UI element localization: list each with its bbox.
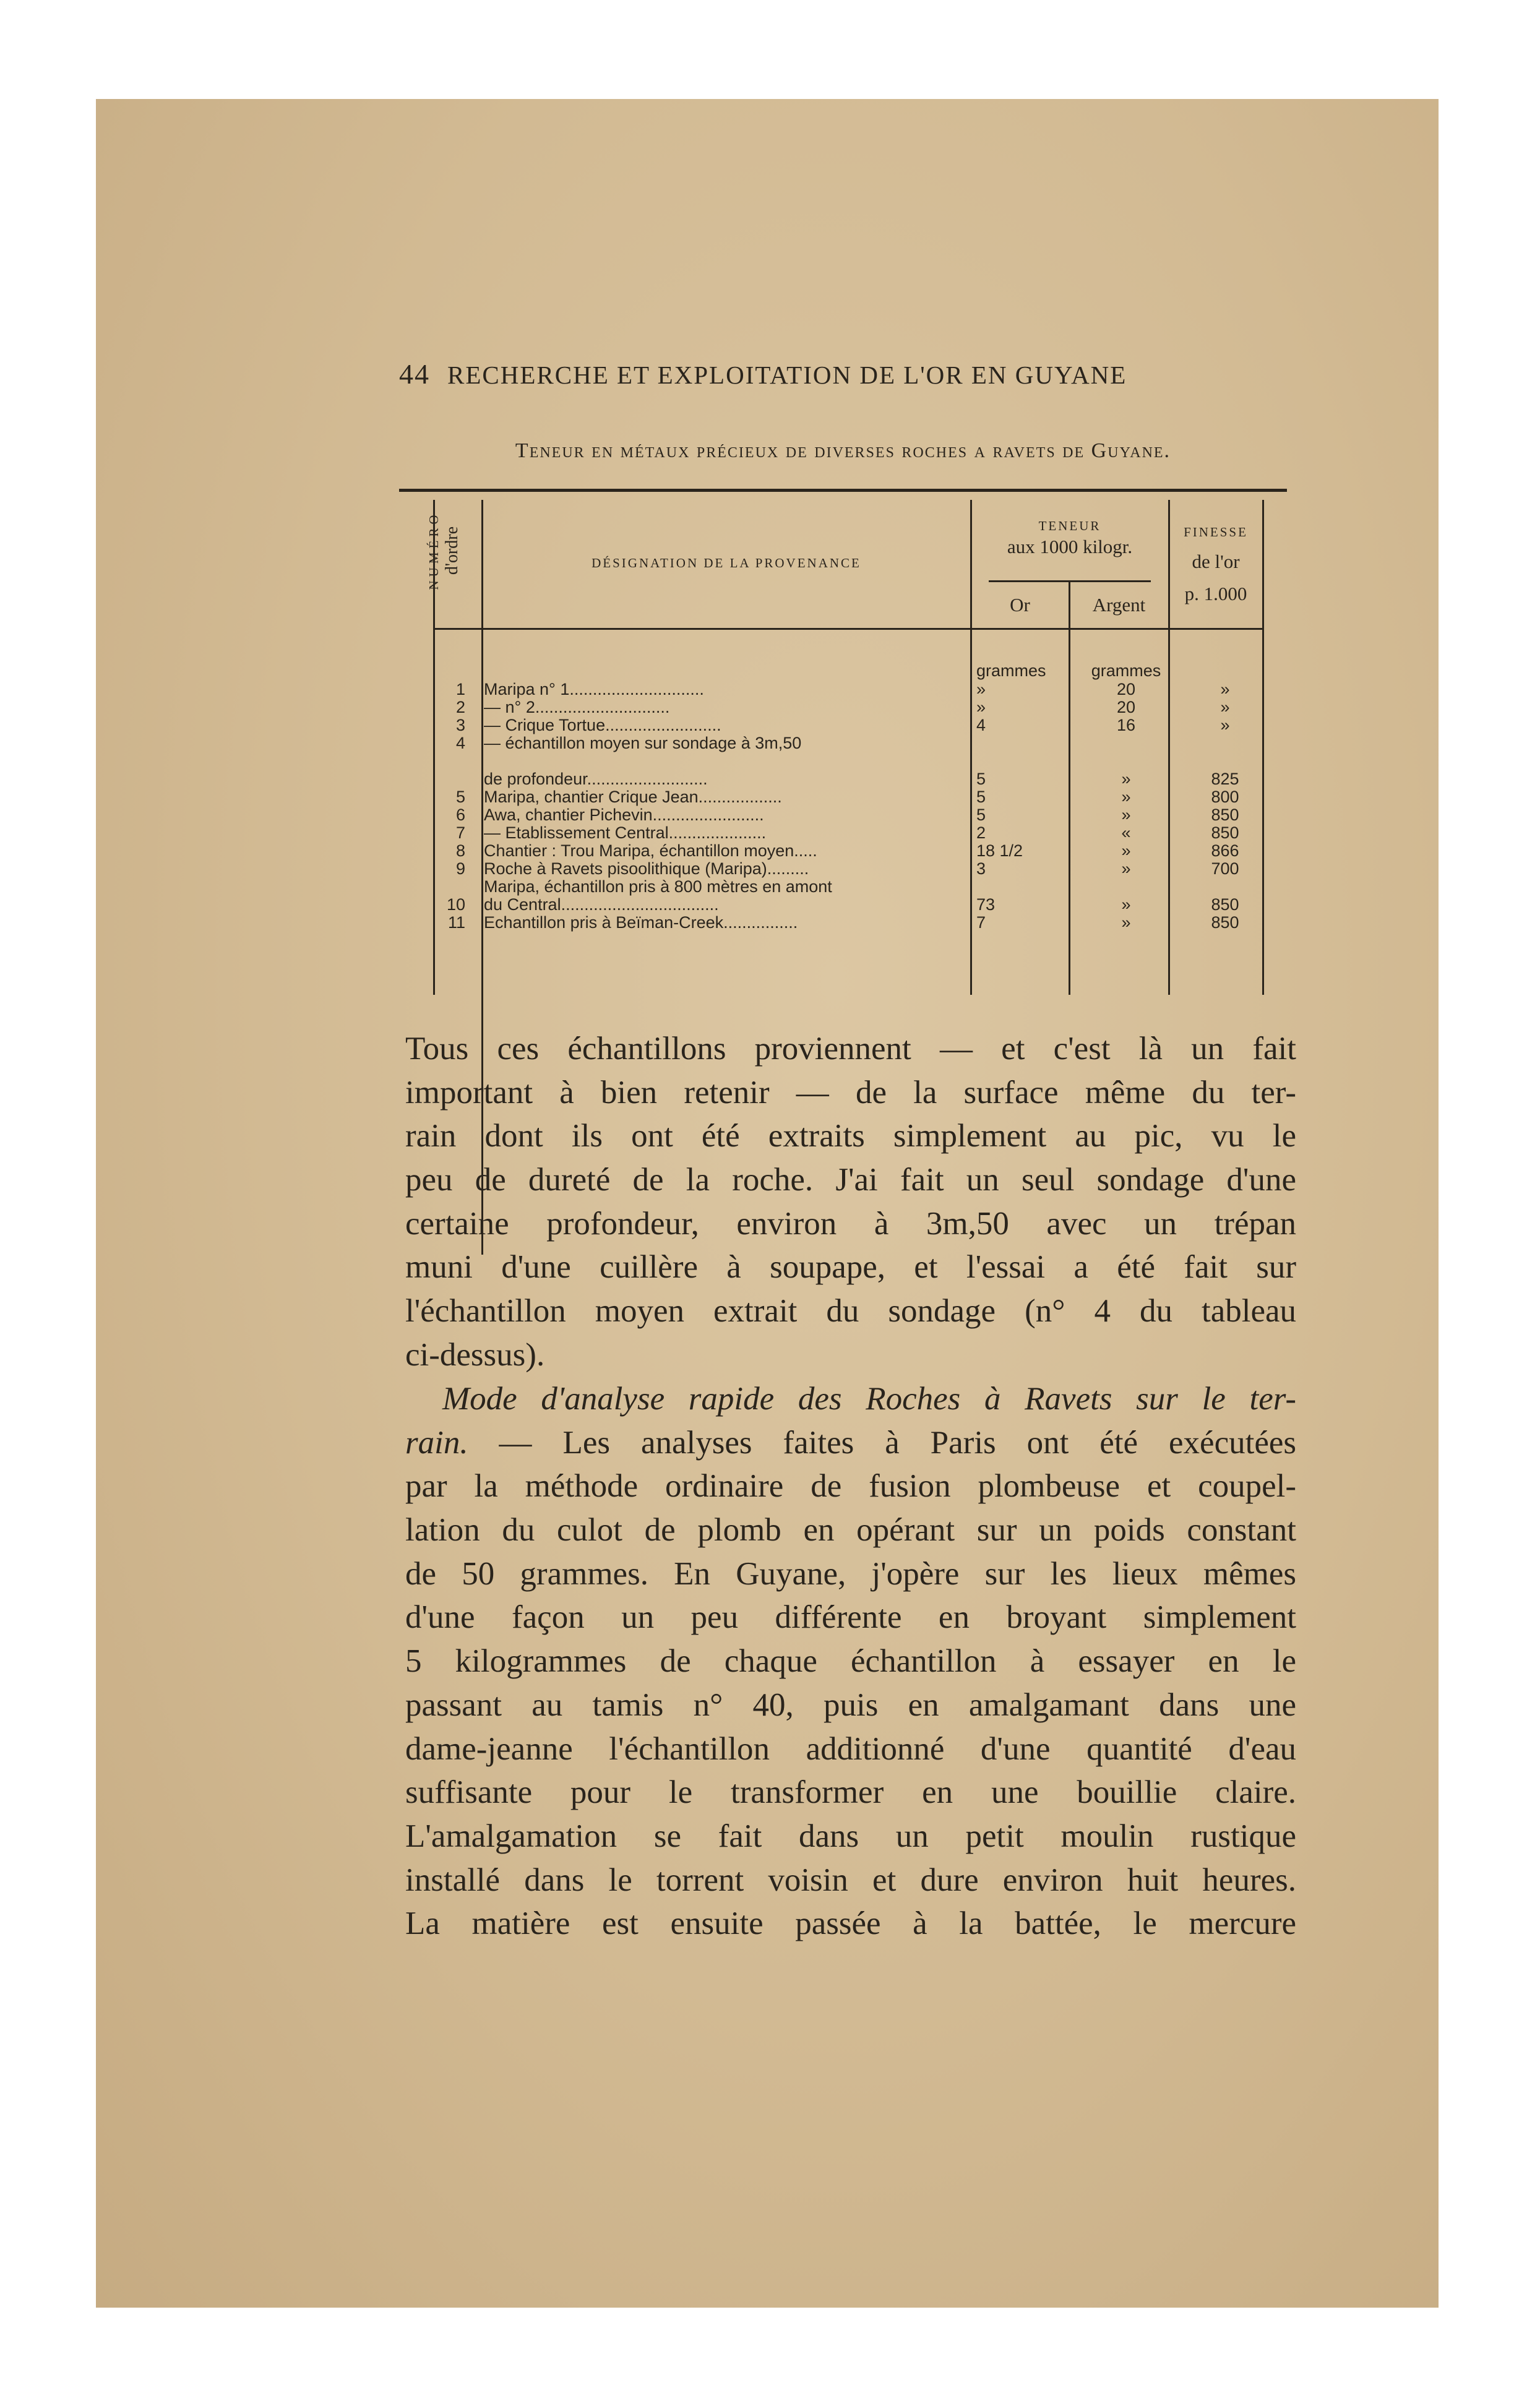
table-row: Maripa, échantillon pris à 800 mètres en amont xyxy=(484,878,832,896)
page-number: 44 xyxy=(399,358,430,390)
text-line xyxy=(405,1421,1296,1465)
col-header-teneur-sub: aux 1000 kilogr. xyxy=(1007,536,1133,557)
text-line: Tous ces échantillons proviennent — et c'est là un fait xyxy=(405,1031,1296,1067)
table-row: de profondeur.......................... 5 » 825 xyxy=(484,770,1239,788)
col-header-designation: DÉSIGNATION DE LA PROVENANCE xyxy=(591,556,861,570)
teneur-brace xyxy=(989,580,1151,582)
table-units-row xyxy=(427,662,1287,680)
col-header-argent: Argent xyxy=(1092,594,1146,616)
table-row: 4 — échantillon moyen sur sondage à 3m,50 xyxy=(455,734,802,752)
col-header-finesse: FINESSE xyxy=(1184,525,1248,539)
text-line: d'une façon un peu différente en broyant simplement xyxy=(405,1599,1296,1636)
text-line: important à bien retenir — de la surface même du ter- xyxy=(405,1074,1296,1111)
text-line: installé dans le torrent voisin et dure environ huit heures. xyxy=(405,1862,1296,1898)
table-row: 5 Maripa, chantier Crique Jean.................. 5 » 800 xyxy=(455,788,1239,806)
table-top-rule xyxy=(399,489,1287,492)
text-line: passant au tamis n° 40, puis en amalgamant dans une xyxy=(405,1686,1296,1723)
units-argent: grammes xyxy=(1091,661,1161,680)
section-heading-line: Mode d'analyse rapide des Roches à Ravets sur le ter- xyxy=(442,1381,1296,1417)
running-title: RECHERCHE ET EXPLOITATION DE L'OR EN GUYANE xyxy=(447,361,1127,389)
paragraph-2 xyxy=(405,1377,1296,1946)
table-row: 10 du Central.................................. 73 » 850 xyxy=(446,895,1239,914)
text-line: suffisante pour le transformer en une bouillie claire. xyxy=(405,1774,1296,1811)
col-header-finesse-sub1: de l'or xyxy=(1192,551,1240,572)
running-header xyxy=(399,358,1241,390)
text-line: peu de dureté de la roche. J'ai fait un seul sondage d'une xyxy=(405,1162,1296,1198)
text-line: par la méthode ordinaire de fusion plombeuse et coupel- xyxy=(405,1468,1296,1505)
text-line: La matière est ensuite passée à la battée, le mercure xyxy=(405,1905,1296,1942)
table-row: 3 — Crique Tortue......................... 4 16 » xyxy=(455,716,1230,734)
table-header-rule xyxy=(433,628,1262,630)
text-line: de 50 grammes. En Guyane, j'opère sur les lieux mêmes xyxy=(405,1555,1296,1592)
col-header-finesse-sub2: p. 1.000 xyxy=(1184,583,1247,604)
table-row: 6 Awa, chantier Pichevin........................ 5 » 850 xyxy=(455,806,1239,824)
section-heading-end: rain. xyxy=(405,1424,468,1461)
text-line: lation du culot de plomb en opérant sur un poids constant xyxy=(405,1512,1296,1549)
col-header-numero: NUMÉRO d'ordre xyxy=(426,511,462,590)
text-line: l'échantillon moyen extrait du sondage (n° 4 du tableau xyxy=(405,1293,1296,1330)
text-line: 5 kilogrammes de chaque échantillon à essayer en le xyxy=(405,1643,1296,1680)
text-line: L'amalgamation se fait dans un petit moulin rustique xyxy=(405,1818,1296,1854)
table-row: 1 Maripa n° 1............................. » 20 » xyxy=(455,680,1230,698)
table-row: 11 Echantillon pris à Beïman-Creek................ 7 » 850 xyxy=(447,913,1239,932)
col-header-teneur: TENEUR xyxy=(1038,518,1101,533)
text-line: dame-jeanne l'échantillon additionné d'une quantité d'eau xyxy=(405,1730,1296,1767)
table-row: 8 Chantier : Trou Maripa, échantillon moyen..... 18 1/2 » 866 xyxy=(455,841,1239,860)
paragraph-1 xyxy=(405,1027,1296,1377)
table-row: 2 — n° 2............................. » 20 » xyxy=(455,698,1230,716)
text-line: ci-dessus). xyxy=(405,1336,545,1373)
text-fragment: — Les analyses faites à Paris ont été exécutées xyxy=(468,1424,1296,1461)
table-title: Teneur en métaux précieux de diverses roches a ravets de Guyane. xyxy=(515,439,1171,462)
text-line: certaine profondeur, environ à 3m,50 avec un trépan xyxy=(405,1205,1296,1242)
text-line: rain dont ils ont été extraits simplement au pic, vu le xyxy=(405,1118,1296,1154)
text-line: muni d'une cuillère à soupape, et l'essai a été fait sur xyxy=(405,1249,1296,1286)
units-or: grammes xyxy=(976,661,1046,680)
table-row: 7 — Etablissement Central..................... 2 « 850 xyxy=(455,823,1239,842)
col-header-or: Or xyxy=(1010,594,1030,616)
table-row: 9 Roche à Ravets pisoolithique (Maripa)......... 3 » 700 xyxy=(455,859,1239,878)
